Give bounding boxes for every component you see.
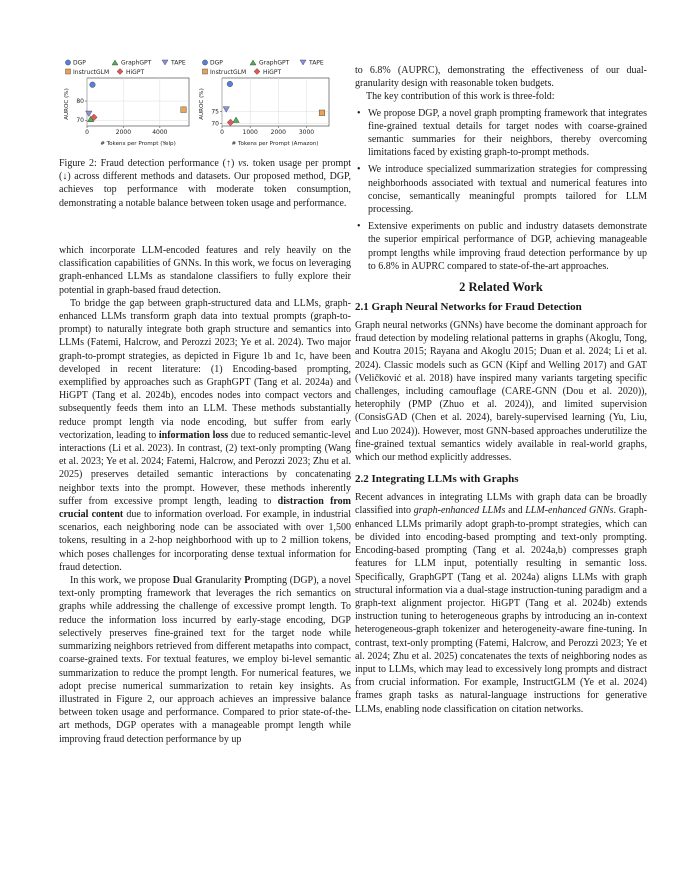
x-tick-label: 2000 — [115, 129, 132, 136]
legend-instructglm-label: InstructGLM — [73, 69, 110, 76]
point-higpt — [227, 119, 234, 126]
legend-instructglm-label: InstructGLM — [210, 69, 247, 76]
x-tick-label: 3000 — [298, 129, 315, 136]
plot-yelp-ylabel: AUROC (%) — [64, 88, 70, 120]
y-tick-label: 80 — [76, 98, 84, 106]
caption-text: token usage per prompt (↓) across different methods and datasets. Our proposed method, DGP, achieves top performance with moderate token consumption, demonstrating a notable balance between token usage and performance. — [59, 158, 352, 209]
subsection-heading: 2.1 Graph Neural Networks for Fraud Detection — [355, 301, 582, 314]
right-column — [355, 64, 647, 716]
legend-dgp-marker — [202, 60, 207, 65]
text-span: . Graph-enhanced LLMs primarily adopt graph-to-prompt strategies, which can be divided into encoding-based prompting and text-only prompting. Encoding-based prompting (Tang et al. 2024a,b) compresses graph features for LLM input, potentially resulting in semantic loss. Specifically, GraphGPT (Tang et al. 2024a) aligns LLMs with graph structural information via a dual-stage instruction-tuning paradigm and a graph-text alignment projector. HiGPT (Tang et al. 2024b) extends instruction tuning to heterogeneous graphs by introducing an in-context heterogeneous-graph tokenizer and heterogeneity-aware fine-tuning. In contrast, text-only prompting (Fatemi, Halcrow, and Perozzi 2023; Ye et al. 2024; Zhu et al. 2025) concatenates the texts of neighboring nodes as input to LLMs, which may lead to excessively long prompts and distract from crucial information. For example, InstructGLM (Ye et al. 2024) frames graph tasks as natural-language instructions for generative LLMs, enabling node classification on citation networks. — [355, 505, 648, 715]
point-dgp — [90, 82, 96, 88]
bullet-icon: • — [357, 107, 361, 119]
list-item-text: We introduce specialized summarization strategies for compressing neighborhoods associated with textual and numerical features into concise, semantically meaningful prompts tailored for LLM processing. — [368, 164, 647, 216]
contribution-list — [355, 107, 647, 273]
plot-yelp — [64, 78, 189, 147]
y-tick-label: 70 — [211, 120, 219, 128]
x-tick-label: 2000 — [270, 129, 286, 136]
bold-letter: P — [244, 575, 251, 587]
legend-higpt-label: HiGPT — [126, 69, 145, 76]
legend-left — [65, 60, 186, 77]
bold-letter: G — [194, 575, 203, 587]
x-tick-label: 1000 — [242, 129, 258, 136]
legend-dgp-label: DGP — [73, 59, 86, 67]
section-heading: 2 Related Work — [459, 280, 543, 295]
plot-yelp-xlabel: # Tokens per Prompt (Yelp) — [100, 141, 176, 147]
legend-higpt-label: HiGPT — [263, 69, 282, 76]
text-span: To bridge the gap between graph-structured data and LLMs, graph-enhanced LLMs transform graph data into textual prompts (graph-to-prompt) to naturally integrate both graph structure and semantics into LLMs (Fatemi, Halcrow, and Perozzi 2023; Ye et al. 2024). Two major graph-to-prompt strategies, as depicted in Figure 1b and 1c, have been developed in recent literature: (1) Encoding-based prompting, exemplified by approaches such as GraphGPT (Tang et al. 2024a) and HiGPT (Tang et al. 2024b), encodes nodes into compact vectors and subsequently feeds them into an LLM. These methods substantially reduce prompt length via node encoding, but suffer from early vectorization, leading to — [59, 297, 351, 441]
figure-2 — [59, 58, 351, 148]
point-dgp — [227, 81, 233, 87]
legend-graphgpt-marker — [250, 60, 256, 65]
legend-right — [202, 60, 324, 77]
list-item — [355, 107, 647, 160]
text-span: Recent advances in integrating LLMs with graph data can be broadly classified into — [355, 492, 647, 517]
paragraph — [59, 297, 351, 574]
legend-dgp-marker — [65, 60, 70, 65]
subsection-heading: 2.2 Integrating LLMs with Graphs — [355, 473, 519, 486]
plot-yelp-frame — [87, 78, 189, 126]
legend-tape-label: TAPE — [309, 59, 324, 67]
legend-instructglm-marker — [66, 69, 71, 74]
left-column — [59, 244, 351, 746]
x-tick-label: 0 — [85, 129, 89, 136]
list-item-text: Extensive experiments on public and industry datasets demonstrate the superior empirical performance of DGP, achieving manageable prompt lengths while improving fraud detection performance by up to 6.8% in AUPRC compared to state-of-the-art approaches. — [368, 221, 647, 272]
caption-label: Figure 2: Fraud detection performance (↑) — [59, 158, 235, 169]
text-span: ranularity — [202, 575, 242, 587]
legend-graphgpt-label: GraphGPT — [259, 59, 290, 67]
paragraph: to 6.8% (AUPRC), demonstrating the effectiveness of our dual-granularity design with reasonable token budgets. — [355, 65, 647, 90]
text-span: due to reduced semantic-level interactions (Li et al. 2023). In contrast, (2) text-only prompting (Wang et al. 2023; Ye et al. 2024; Fatemi, Halcrow, and Perozzi 2023; Zhu et al. 2025) preserves detailed semantic interactions by concatenating neighbor texts into the prompt. However, these methods inherently suffer from excessive prompt length, leading to — [59, 429, 351, 507]
point-instructglm — [181, 107, 187, 113]
paragraph: The key contribution of this work is three-fold: — [366, 91, 555, 103]
bold-phrase: distraction from crucial content — [59, 495, 351, 521]
paragraph: which incorporate LLM-encoded features and rely heavily on the classification capabilities of GNNs. In this work, we focus on leveraging graph-enhanced LLMs as standalone classifiers to fully explore their potential in graph-based fraud detection. — [59, 245, 351, 296]
y-tick-label: 70 — [76, 117, 84, 125]
list-item — [355, 163, 647, 216]
legend-graphgpt-label: GraphGPT — [121, 59, 152, 67]
bullet-icon: • — [357, 164, 361, 176]
point-graphgpt — [233, 117, 239, 123]
plot-amazon-frame — [222, 78, 329, 126]
figure-2-svg — [59, 58, 351, 150]
paragraph — [59, 574, 351, 746]
legend-tape-label: TAPE — [171, 59, 186, 67]
caption-vs: vs. — [238, 158, 249, 169]
text-span: In this work, we propose — [70, 575, 171, 587]
point-tape — [86, 111, 92, 117]
legend-instructglm-marker — [203, 69, 208, 74]
list-item-text: We propose DGP, a novel graph prompting framework that integrates fine-grained textual details for target nodes with coarse-grained semantic summaries for their neighbors, thereby overcoming limitations faced by existing graph-to-prompt methods. — [368, 107, 647, 159]
legend-higpt-marker — [254, 69, 260, 75]
figure-caption — [59, 157, 351, 210]
text-span: ual — [179, 575, 193, 587]
list-item — [355, 220, 647, 273]
text-span: and — [508, 505, 523, 517]
point-instructglm — [319, 110, 325, 116]
x-tick-label: 0 — [220, 129, 224, 136]
plot-amazon — [199, 78, 329, 147]
bullet-icon: • — [357, 221, 361, 233]
plot-amazon-xlabel: # Tokens per Prompt (Amazon) — [231, 141, 319, 147]
legend-tape-marker — [300, 60, 306, 65]
legend-tape-marker — [162, 60, 168, 65]
bold-phrase: information loss — [158, 429, 229, 441]
paragraph — [355, 491, 647, 715]
italic-phrase: graph-enhanced LLMs — [413, 505, 506, 517]
paragraph: Graph neural networks (GNNs) have become the dominant approach for fraud detection by modeling relational patterns in graphs (Akoglu, Tong, and Koutra 2015; Rayana and Akoglu 2015; Duan et al. 2024; Li et al. 2024). Classic models such as GCN (Kipf and Welling 2017) and GAT (Veličković et al. 2018) have inspired many variants targeting specific challenges, including camouflage (CARE-GNN (Dou et al. 2020)), heterophily (PMP (Zhuo et al. 2024)), and limited supervision (ConsisGAD (Chen et al. 2024), barely-supervised learning (Yu, Liu, and Luo 2024)). However, most GNN-based approaches underutilize the fine-grained textual semantics widely available in real-world graphs, which our method explicitly addresses. — [355, 320, 647, 464]
text-span: rompting (DGP), a novel text-only prompting framework that leverages the rich semantics on graphs while addressing the challenge of excessive prompt length. To reduce the information loss incurred by early-stage encoding, DGP selectively preserves fine-grained text for the target node while summarizing neighbors retrieved from different metapaths into compact, coarse-grained texts. For textual features, we employ bi-level semantic summarization to reduce the prompt length. For numerical features, we adopt precise numerical summarization to retain key insights. As illustrated in Figure 2, our approach achieves an impressive balance between token usage and performance. Compared to prior state-of-the-art methods, DGP operates with a manageable prompt length while improving fraud detection performance by up — [59, 575, 352, 745]
italic-phrase: LLM-enhanced GNNs — [525, 505, 614, 517]
legend-graphgpt-marker — [112, 60, 118, 65]
text-span: due to information overload. For example, in industrial scenarios, each neighboring node can be associated with over 1,500 tokens, resulting in a 2-hop neighborhood with up to 2 million tokens, which poses challenges for incorporating dense textual information for fraud detection. — [59, 509, 352, 573]
bold-letter: D — [172, 575, 180, 587]
y-tick-label: 75 — [211, 108, 219, 116]
legend-dgp-label: DGP — [210, 59, 223, 67]
plot-amazon-ylabel: AUROC (%) — [199, 88, 205, 120]
legend-higpt-marker — [117, 69, 123, 75]
x-tick-label: 4000 — [152, 129, 168, 136]
